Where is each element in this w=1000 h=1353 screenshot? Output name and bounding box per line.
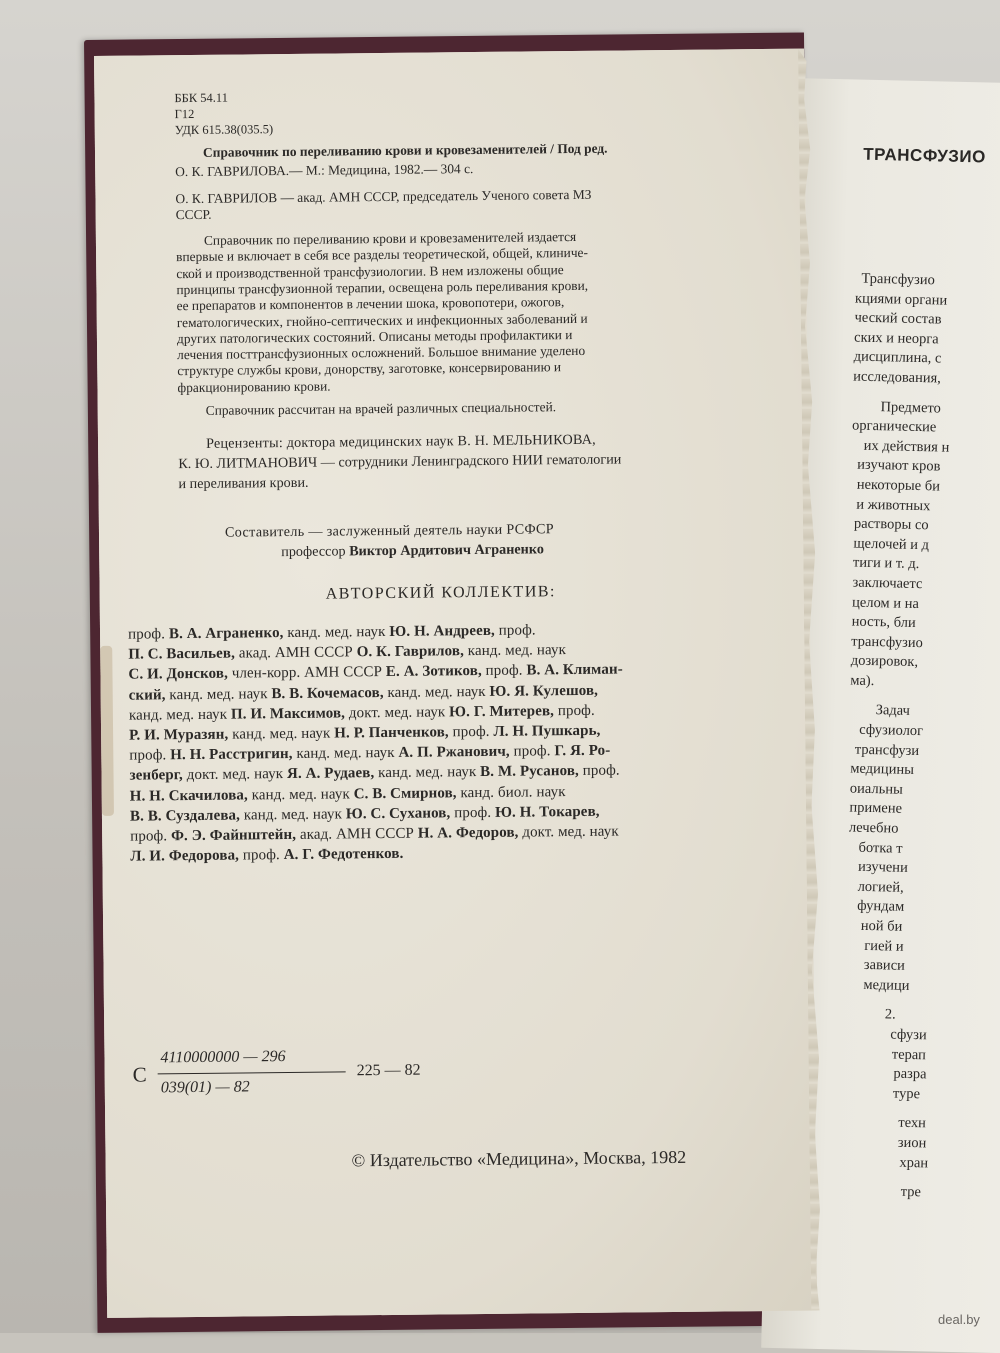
abstract-line: Справочник по переливанию крови и кровезаменителей издается <box>203 228 577 248</box>
author-name: Ю. Я. Кулешов, <box>489 682 599 700</box>
author-degree: канд. мед. наук <box>283 623 390 642</box>
author-name: Г. Я. Ро- <box>554 742 611 760</box>
right-page-line: изучени <box>857 858 908 877</box>
right-page-line: их действия н <box>863 437 950 456</box>
author-name: Ю. Г. Митерев, <box>449 703 555 721</box>
right-page-line: и животных <box>856 496 931 514</box>
right-page-line: ной би <box>860 917 903 935</box>
author-degree: канд. мед. наук <box>239 806 346 824</box>
author-name: В. А. Климан- <box>526 661 623 679</box>
author-degree: канд. мед. наук <box>463 642 567 660</box>
author-name: С. И. Донсков, <box>128 666 229 684</box>
right-page-line: техн <box>898 1115 927 1132</box>
author-degree: проф. <box>509 743 555 760</box>
right-page-line: ность, бли <box>851 613 916 632</box>
author-name: В. В. Суздалева, <box>129 807 241 825</box>
right-page-line: медицины <box>850 760 915 779</box>
author-name: А. П. Ржанович, <box>398 743 510 762</box>
author-name: Ю. Н. Андреев, <box>389 622 495 640</box>
abstract-line: фракционированию крови. <box>177 378 331 395</box>
author-line <box>128 621 536 644</box>
copyright-line: © Издательство «Медицина», Москва, 1982 <box>351 1146 687 1171</box>
author-name: Ю. С. Суханов, <box>345 805 451 823</box>
author-degree: проф. <box>494 622 536 639</box>
code-denominator: 039(01) — 82 <box>160 1078 250 1097</box>
author-name: О. К. Гаврилов, <box>356 643 464 661</box>
right-page-line: дозировок, <box>850 652 919 671</box>
right-page-line: логией, <box>857 878 904 896</box>
author-name: зенберг, <box>129 767 183 785</box>
right-page-line: 2. <box>884 1006 896 1024</box>
right-page-line: Предмето <box>880 398 942 417</box>
author-name: Н. Р. Панченков, <box>334 724 449 742</box>
abstract-line: впервые и включает в себя все разделы теоретической, общей, клиниче- <box>176 245 588 265</box>
author-name: Я. А. Рудаев, <box>286 765 375 783</box>
author-degree: проф. <box>127 626 170 643</box>
right-page-line: гией и <box>864 937 904 955</box>
author-line <box>130 845 403 866</box>
right-page-line: трансфузио <box>851 633 923 651</box>
author-name: Н. Н. Расстригин, <box>170 746 293 764</box>
author-name: Л. И. Федорова, <box>130 847 240 865</box>
author-name: Ф. Э. Файнштейн, <box>170 826 297 845</box>
author-degree: канд. мед. наук <box>374 764 481 782</box>
right-page-line: оиальны <box>849 780 904 798</box>
author-name: Е. А. Зотиков, <box>385 663 482 681</box>
right-page-line: сфузи <box>890 1026 927 1044</box>
author-name: ский, <box>128 686 166 704</box>
author-degree: канд. мед. наук <box>165 685 272 703</box>
right-page-line: туре <box>892 1085 921 1102</box>
compiler-title: профессор <box>281 543 350 561</box>
compiler-name: Виктор Ардитович Аграненко <box>349 541 544 560</box>
author-name: В. В. Кочемасов, <box>271 684 384 702</box>
author-degree: канд. мед. наук <box>383 683 490 701</box>
code-numerator: 4110000000 — 296 <box>160 1048 286 1067</box>
right-page-line: фундам <box>857 898 905 916</box>
editor-line-2: СССР. <box>175 206 212 223</box>
author-degree: докт. мед. наук <box>518 823 619 841</box>
left-page <box>94 49 817 1318</box>
author-degree: канд. мед. наук <box>228 725 335 743</box>
right-page-line: медици <box>863 976 910 994</box>
right-page-line: исследования, <box>853 368 942 387</box>
author-degree: акад. АМН СССР <box>296 825 418 843</box>
abstract-line: ской и производственной трансфузиологии. В нем изложены общие <box>176 261 564 281</box>
reviewers-line-2: К. Ю. ЛИТМАНОВИЧ — сотрудники Ленинградского НИИ гематологии <box>178 451 622 473</box>
author-name: Н. Н. Скачилова, <box>129 787 248 805</box>
right-page-line: кциями органи <box>854 290 948 309</box>
right-page-line: заключаетс <box>852 574 923 593</box>
author-name: П. И. Максимов, <box>230 705 346 723</box>
author-name: В. М. Русанов, <box>480 763 579 781</box>
biblio-line-2: О. К. ГАВРИЛОВА.— М.: Медицина, 1982.— 304 с. <box>175 161 474 180</box>
author-degree: канд. биол. наук <box>456 783 566 801</box>
abstract-line: ее препаратов и компонентов в лечении шока, кровопотери, ожогов, <box>176 294 565 314</box>
author-name: Н. А. Федоров, <box>417 824 519 842</box>
author-degree: канд. мед. наук <box>292 745 399 763</box>
reviewers-line-3: и переливания крови. <box>178 474 309 493</box>
compiler-line-1: Составитель — заслуженный деятель науки РСФСР <box>224 521 555 541</box>
author-name: С. В. Смирнов, <box>353 784 457 802</box>
right-page-line: ческий состав <box>854 309 942 328</box>
bbk-code: ББК 54.11 <box>174 90 229 106</box>
right-page-line: ских и неорга <box>853 329 939 348</box>
author-line <box>130 783 566 806</box>
code-suffix: 225 — 82 <box>356 1061 421 1080</box>
right-page-line: примене <box>849 799 903 818</box>
author-name: Ю. Н. Токарев, <box>494 803 600 821</box>
author-name: А. Г. Федотенков. <box>283 845 404 864</box>
author-degree: член-корр. АМН СССР <box>227 664 386 683</box>
reviewers-line-1: Рецензенты: доктора медицинских наук В. Н. МЕЛЬНИКОВА, <box>205 431 596 452</box>
udk-code: УДК 615.38(035.5) <box>174 122 274 138</box>
abstract-line: принципы трансфузионной терапии, освещена роль переливания крови, <box>176 277 589 298</box>
right-page-line: хран <box>899 1154 929 1171</box>
author-name: Л. Н. Пушкарь, <box>493 722 601 740</box>
author-name: П. С. Васильев, <box>128 645 236 663</box>
right-page-line: терап <box>891 1046 927 1063</box>
author-degree: канд. мед. наук <box>247 785 354 804</box>
author-degree: проф. <box>448 723 494 741</box>
author-degree: проф. <box>238 847 284 864</box>
author-name: В. А. Аграненко, <box>168 625 284 643</box>
author-degree: докт. мед. наук <box>182 766 288 784</box>
author-name: Р. И. Муразян, <box>129 726 229 744</box>
editor-line-1: О. К. ГАВРИЛОВ — акад. АМН СССР, председатель Ученого совета МЗ <box>175 186 592 207</box>
author-degree: акад. АМН СССР <box>234 644 357 662</box>
fraction-bar <box>158 1071 346 1074</box>
right-page-line: некоторые би <box>856 476 941 495</box>
author-line <box>130 823 619 847</box>
author-line <box>128 641 566 664</box>
watermark: deal.by <box>938 1312 980 1327</box>
abstract-line: лечения посттрансфузионных осложнений. Большое внимание уделено <box>177 342 586 363</box>
right-page-line: зависи <box>863 957 906 975</box>
abstract-line: структуре службы крови, донорству, заготовке, консервированию и <box>177 359 562 379</box>
code-prefix: С <box>132 1062 147 1087</box>
right-page-line: целом и на <box>851 594 920 612</box>
right-page-line: дисциплина, с <box>853 348 942 367</box>
author-degree: проф. <box>578 762 620 780</box>
right-page-line: изучают кров <box>857 456 941 475</box>
right-page-text <box>835 270 1000 1206</box>
right-page-line: Трансфузио <box>861 270 936 289</box>
right-page-line: органические <box>851 417 937 436</box>
g12-code: Г12 <box>174 106 195 122</box>
author-degree: докт. мед. наук <box>344 704 450 722</box>
right-page-line: Задач <box>875 702 911 720</box>
author-degree: проф. <box>553 702 595 720</box>
author-degree: проф. <box>129 747 171 764</box>
right-page-line: ма). <box>850 672 875 689</box>
right-page-line: тре <box>900 1183 922 1201</box>
right-page-line: лечебно <box>848 819 899 837</box>
abstract-line: других патологических состояний. Описаны методы профилактики и <box>176 326 573 346</box>
page-stain <box>100 646 114 816</box>
right-page-line: щелочей и д <box>853 535 930 553</box>
author-degree: проф. <box>130 828 172 845</box>
right-page-line: трансфузи <box>854 741 920 759</box>
compiler-line-2 <box>281 541 544 561</box>
right-page-line: ботка т <box>858 839 903 857</box>
right-page-heading: ТРАНСФУЗИО <box>863 144 987 167</box>
biblio-line-1: Справочник по переливанию крови и кровезаменителей / Под ред. <box>202 140 608 160</box>
abstract-line: гематологических, гнойно-септических и инфекционных заболеваний и <box>176 310 588 330</box>
author-degree: проф. <box>450 804 496 822</box>
right-page-line: сфузиолог <box>859 721 924 740</box>
author-degree: проф. <box>481 662 527 680</box>
author-degree: канд. мед. наук <box>128 706 232 724</box>
collective-heading: АВТОРСКИЙ КОЛЛЕКТИВ: <box>325 583 557 603</box>
audience-line: Справочник рассчитан на врачей различных специальностей. <box>205 399 557 418</box>
right-page-line: разра <box>893 1065 927 1083</box>
right-page-line: зион <box>897 1134 927 1152</box>
right-page-line: растворы со <box>853 515 929 534</box>
right-page-line: тиги и т. д. <box>852 554 920 573</box>
